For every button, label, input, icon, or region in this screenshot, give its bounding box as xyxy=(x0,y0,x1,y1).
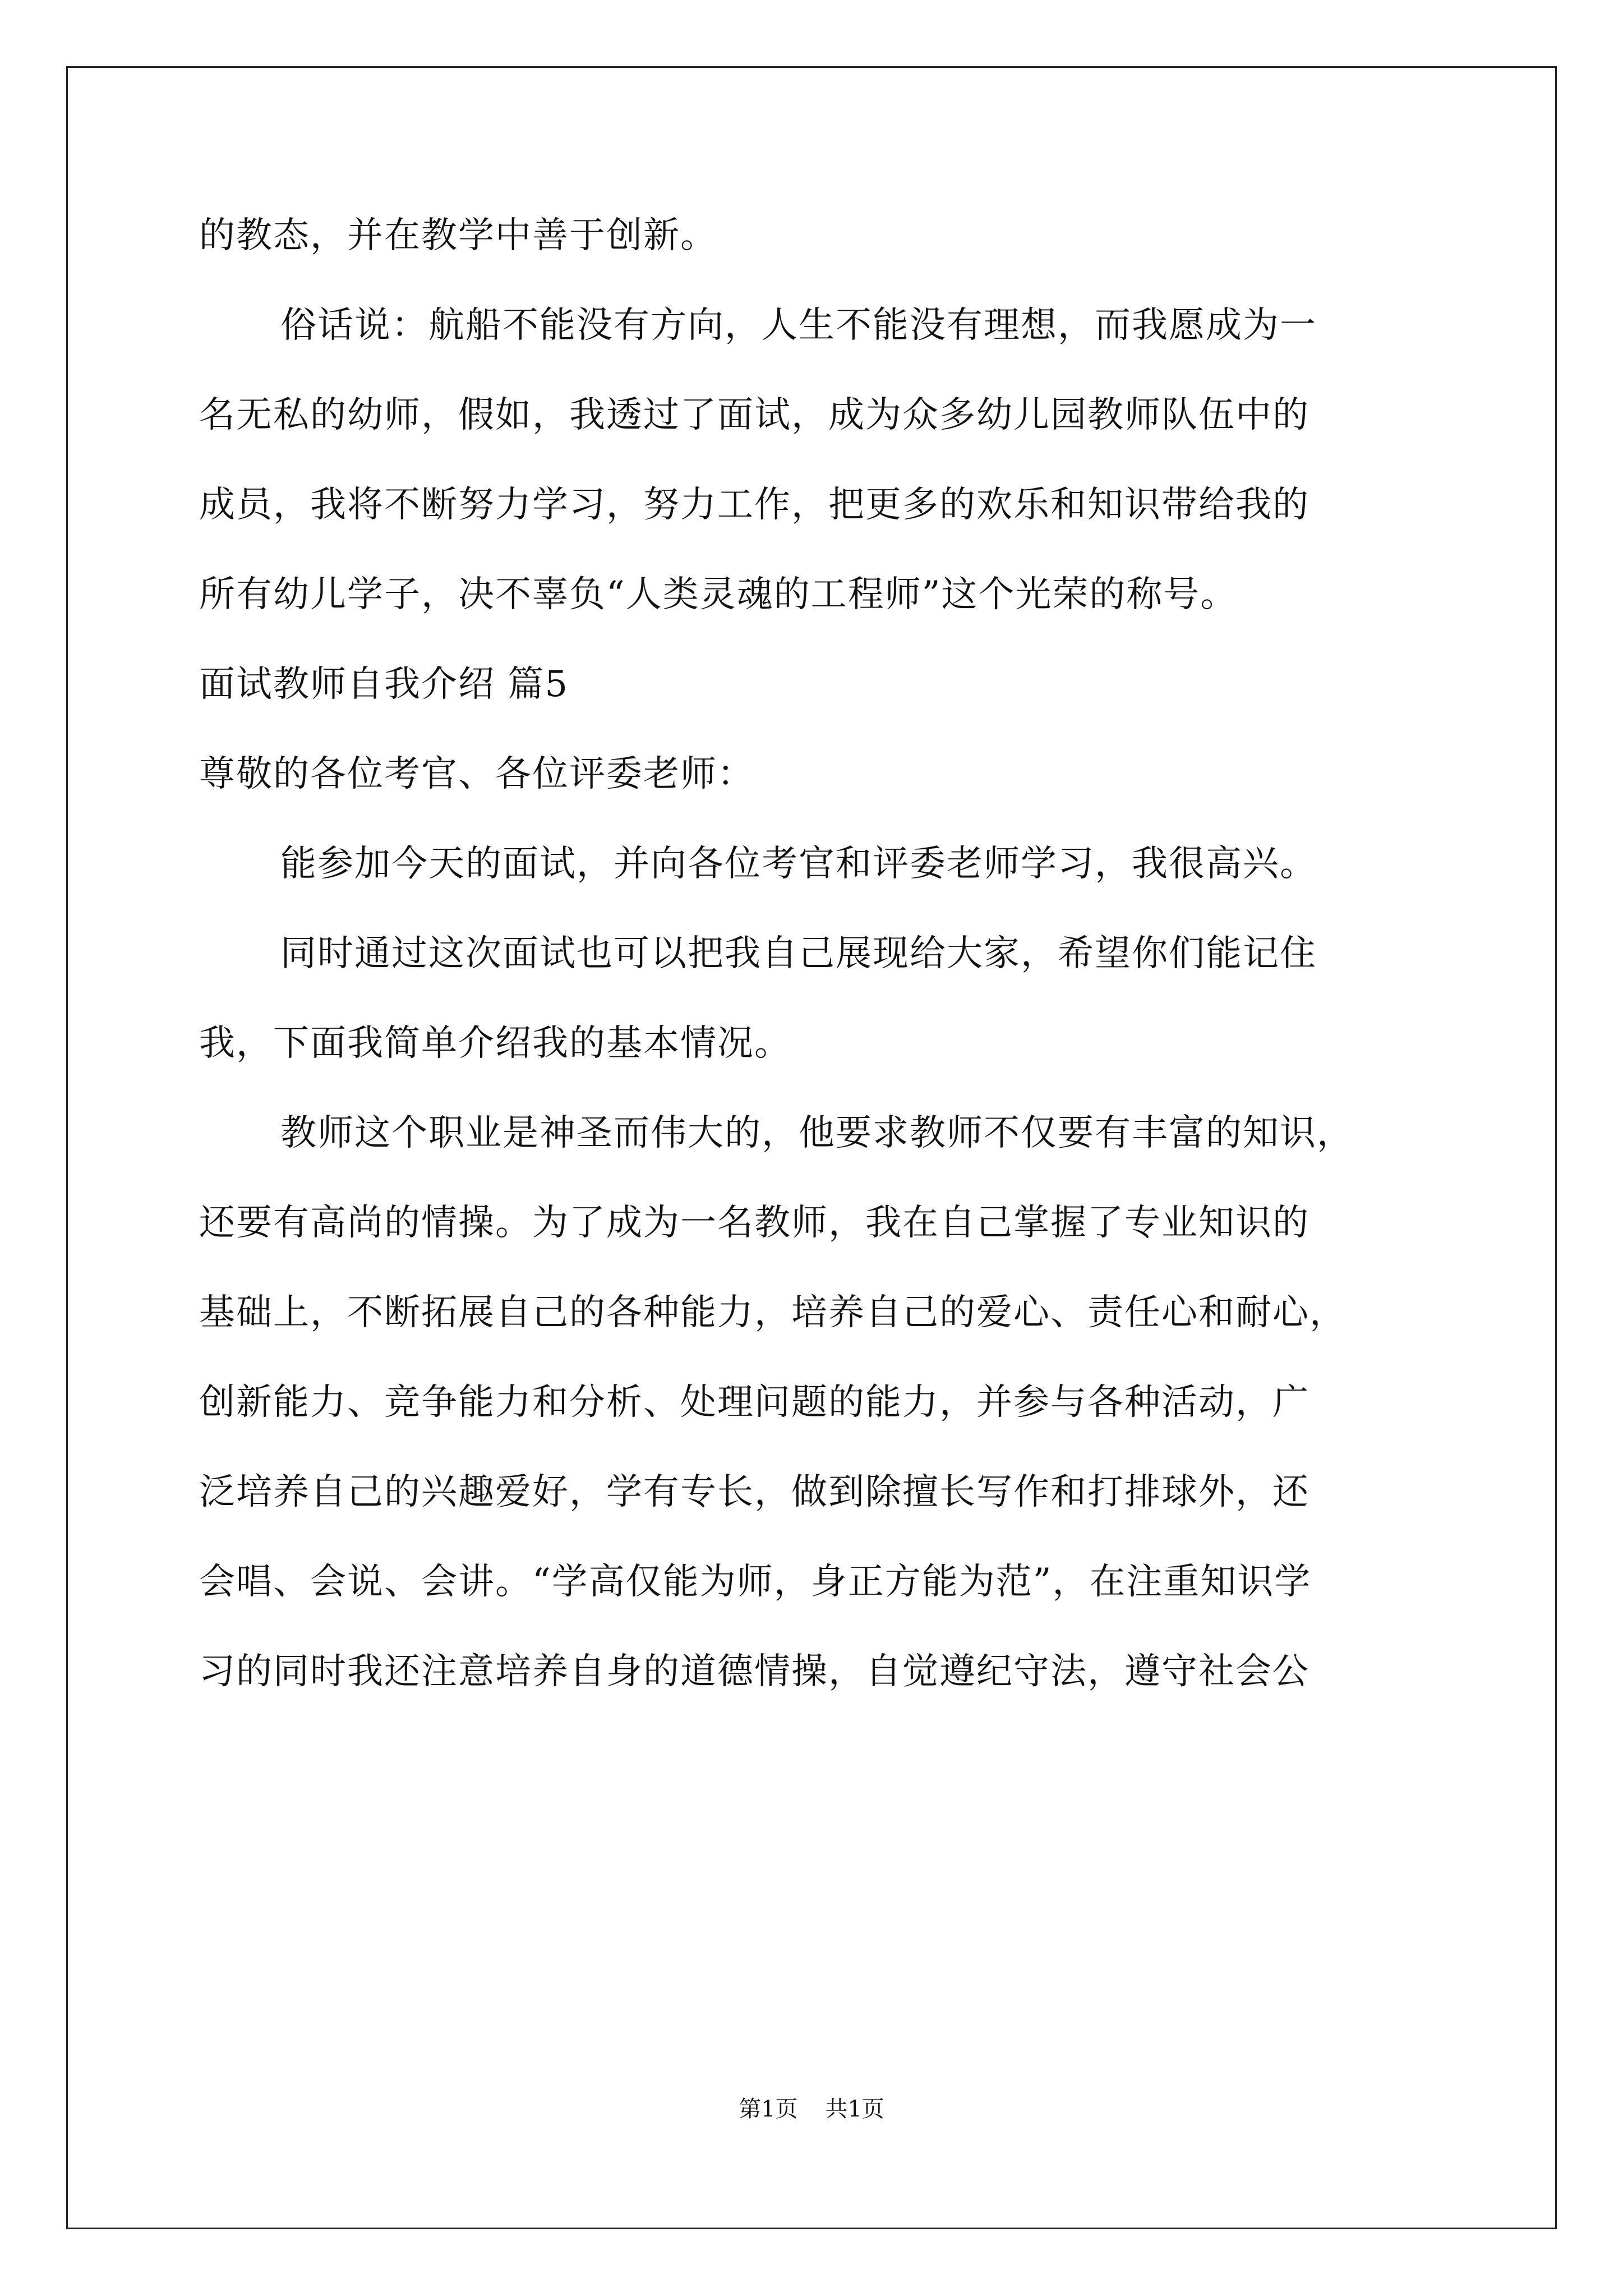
page-number: 第1页 xyxy=(739,2096,798,2122)
text-line: 俗话说：航船不能没有方向，人生不能没有理想，而我愿成为一 xyxy=(280,305,1317,346)
text-line: 名无私的幼师，假如，我透过了面试，成为众多幼儿园教师队伍中的 xyxy=(199,394,1310,436)
text-line: 的教态，并在教学中善于创新。 xyxy=(199,215,717,256)
text-line: 习的同时我还注意培养自身的道德情操，自觉遵纪守法，遵守社会公 xyxy=(199,1651,1310,1692)
text-line: 教师这个职业是神圣而伟大的，他要求教师不仅要有丰富的知识， xyxy=(280,1112,1354,1154)
text-line: 泛培养自己的兴趣爱好，学有专长，做到除擅长写作和打排球外，还 xyxy=(199,1471,1310,1513)
text-line: 所有幼儿学子，决不辜负“人类灵魂的工程师”这个光荣的称号。 xyxy=(199,574,1238,615)
text-line: 成员，我将不断努力学习，努力工作，把更多的欢乐和知识带给我的 xyxy=(199,484,1310,526)
text-line: 能参加今天的面试，并向各位考官和评委老师学习，我很高兴。 xyxy=(280,843,1317,885)
salutation: 尊敬的各位考官、各位评委老师： xyxy=(199,753,754,795)
document-body xyxy=(199,191,1433,1717)
text-line: 创新能力、竞争能力和分析、处理问题的能力，并参与各种活动，广 xyxy=(199,1382,1310,1423)
text-line: 会唱、会说、会讲。“学高仅能为师，身正方能为范”，在注重知识学 xyxy=(199,1561,1312,1603)
page-total: 共1页 xyxy=(825,2096,884,2122)
text-line: 基础上，不断拓展自己的各种能力，培养自己的爱心、责任心和耐心， xyxy=(199,1292,1347,1333)
section-heading: 面试教师自我介绍 篇5 xyxy=(199,664,569,705)
page-footer xyxy=(0,2091,1623,2123)
text-line: 还要有高尚的情操。为了成为一名教师，我在自己掌握了专业知识的 xyxy=(199,1202,1310,1244)
text-line: 我，下面我简单介绍我的基本情况。 xyxy=(199,1023,791,1064)
text-line: 同时通过这次面试也可以把我自己展现给大家，希望你们能记住 xyxy=(280,933,1317,974)
